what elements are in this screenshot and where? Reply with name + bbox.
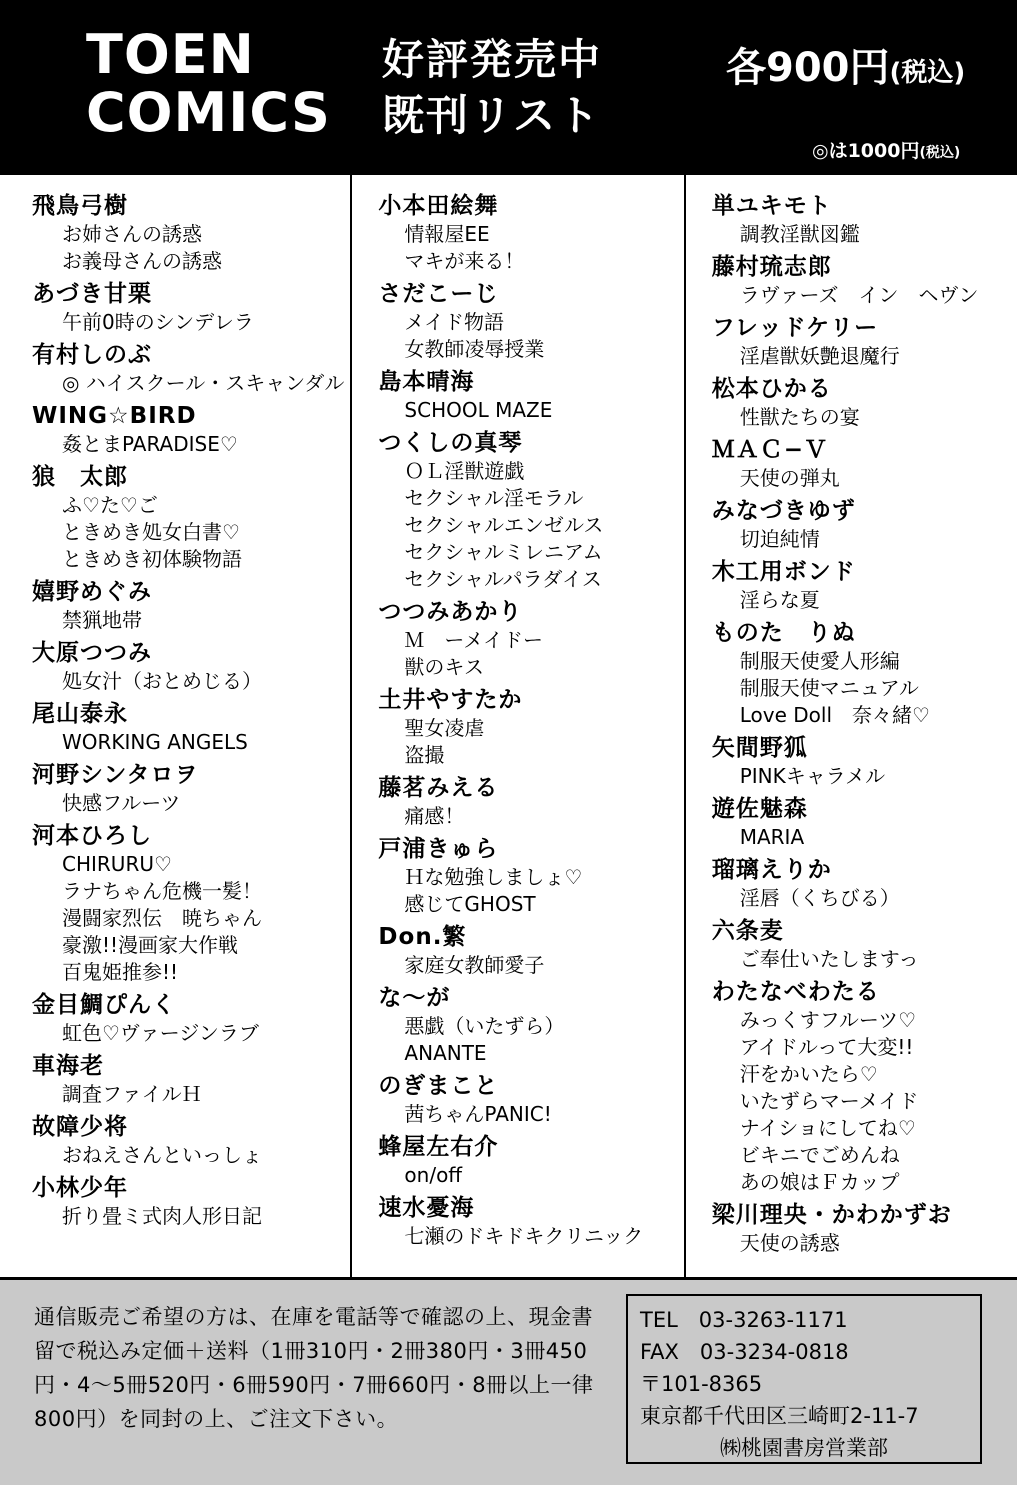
book-title: 調教淫獣図鑑 [739,222,860,246]
headline [382,32,602,144]
book-title: WORKING ANGELS [62,730,248,754]
fax: FAX 03-3234-0818 [640,1340,849,1364]
author-name: さだこーじ [378,281,499,307]
author-name: 嬉野めぐみ [32,579,152,605]
author-name: 藤村琉志郎 [711,254,832,280]
book-title: 感じてGHOST [404,892,536,916]
footer-panel [0,1280,1017,1485]
book-title: セクシャル淫モラル [404,486,584,510]
author-name: 河本ひろし [32,823,152,849]
author-name: ＭＡＣ−Ｖ [711,437,828,463]
book-title: 快感フルーツ [62,791,181,815]
price-exception-tax: (税込) [919,145,961,161]
book-title: マキが来る！ [404,249,525,273]
author-name: 瑠璃えりか [711,857,832,883]
book-title: お義母さんの誘惑 [62,249,222,273]
book-title: 処女汁（おとめじる） [62,669,262,693]
book-title: お姉さんの誘惑 [62,222,202,246]
author-name: フレッドケリー [711,315,879,341]
price-exception-note [812,136,960,163]
author-name: 金目鯛ぴんく [32,992,176,1018]
book-title: ＯＬ淫獣遊戯 [404,459,525,483]
book-title: 淫虐獣妖艶退魔行 [739,344,900,368]
author-name: WING☆BIRD [32,403,197,429]
book-title: ラヴァーズ イン ヘヴン [739,283,979,307]
book-title: MARIA [739,825,805,849]
book-title: あの娘はＦカップ [739,1170,900,1194]
author-name: 藤茗みえる [378,775,499,801]
book-title: みっくすフルーツ♡ [739,1008,917,1032]
author-name: 矢間野狐 [711,735,808,761]
catalog-list [0,172,1017,1280]
headline-line-1: 好評発売中 [382,35,603,84]
author-name: 島本晴海 [378,369,475,395]
book-title: 聖女凌虐 [404,716,485,740]
catalog-column-1 [0,175,350,1277]
logo-line-1: TOEN [86,23,255,86]
author-name: 戸浦きゅら [378,836,499,862]
book-title: いたずらマーメイド [739,1089,919,1113]
author-name: な〜が [378,985,451,1011]
book-title: 禁猟地帯 [62,608,142,632]
book-title: ナイショにしてね♡ [739,1116,916,1140]
book-title: 悪戯（いたずら） [404,1014,565,1038]
book-title: 情報屋EE [404,222,490,246]
book-title: 午前0時のシンデレラ [62,310,254,334]
mail-order-notice: 通信販売ご希望の方は、在庫を電話等で確認の上、現金書留で税込み定価＋送料（1冊310円・2冊380円・3冊450円・4〜5冊520円・6冊590円・7冊660円・8冊以上一律800円）を同封の上、ご注文下さい。 [34,1305,594,1431]
author-name: つくしの真琴 [378,430,523,456]
book-title: 汗をかいたら♡ [739,1062,878,1086]
book-title: 女教師凌辱授業 [404,337,545,361]
author-name: 遊佐魅森 [711,796,808,822]
author-name: 梁川理央・かわかずお [711,1202,952,1228]
book-title: 七瀬のドキドキクリニック [404,1224,644,1248]
book-title: ときめき初体験物語 [62,547,242,571]
book-title: 痛感！ [404,804,465,828]
author-name: ものた りぬ [711,620,856,646]
author-name: Don.繁 [378,924,467,950]
book-title: 家庭女教師愛子 [404,953,545,977]
book-title: ラナちゃん危機一髪！ [62,879,262,903]
book-title: 茜ちゃんPANIC! [404,1102,552,1126]
book-title: ご奉仕いたしますっ [739,947,919,971]
author-name: 単ユキモト [711,193,832,219]
book-title: 淫らな夏 [739,588,820,612]
author-name: のぎまこと [378,1073,499,1099]
price-exception-amount: ◎は1000円 [812,140,920,162]
book-title: on/off [404,1163,463,1187]
book-title: 淫唇（くちびる） [739,886,900,910]
book-title: PINKキャラメル [739,764,886,788]
book-title: メイド物語 [404,310,505,334]
author-name: つつみあかり [378,599,523,625]
author-name: 木工用ボンド [711,559,856,585]
price-label [726,36,965,93]
book-title: ビキニでごめんね [739,1143,900,1167]
author-name: 小林少年 [32,1175,128,1201]
postal-code: 〒101-8365 [640,1372,763,1396]
book-title: おねえさんといっしょ [62,1143,262,1167]
author-name: 松本ひかる [711,376,832,402]
author-name: 河野シンタロヲ [32,762,199,788]
book-title: 漫闘家烈伝 暁ちゃん [62,906,262,930]
address: 東京都千代田区三崎町2-11-7 [640,1404,919,1428]
book-title: アイドルって大変!! [739,1035,914,1059]
book-title: SCHOOL MAZE [404,398,553,422]
author-name: 故障少将 [32,1114,128,1140]
headline-line-2: 既刊リスト [382,91,602,140]
book-title: セクシャルパラダイス [404,567,602,591]
book-title: Ｈな勉強しましょ♡ [404,865,583,889]
author-name: 蜂屋左右介 [378,1134,499,1160]
book-title: Ｍ ーメイドー [404,628,544,652]
book-title: セクシャルミレニアム [404,540,603,564]
publisher-logo [86,23,331,144]
contact-box [626,1294,982,1464]
book-title: 姦とまPARADISE♡ [62,432,238,456]
book-title: 百鬼姫推参!! [62,960,179,984]
catalog-column-2 [350,175,683,1277]
book-title: 虹色♡ヴァージンラブ [62,1021,259,1045]
book-title: 性獣たちの宴 [739,405,860,429]
book-title: ◎ ハイスクール・スキャンダル [62,371,345,395]
book-title: 盗撮 [404,743,445,767]
catalog-column-3 [684,175,1017,1277]
company-name: ㈱桃園書房営業部 [720,1436,888,1460]
book-title: セクシャルエンゼルス [404,513,604,537]
price-tax-note: (税込) [889,58,966,88]
price-amount: 各900円 [726,45,890,91]
book-title: 切迫純情 [739,527,820,551]
author-name: わたなべわたる [711,979,880,1005]
author-name: 大原つつみ [32,640,152,666]
book-title: 折り畳ミ式肉人形日記 [62,1204,262,1228]
book-title: 天使の誘惑 [739,1231,840,1255]
book-title: 制服天使愛人形編 [739,649,900,673]
book-title: ふ♡た♡ご [62,493,158,517]
book-title: 豪激!!漫画家大作戦 [62,933,239,957]
book-title: CHIRURU♡ [62,852,172,876]
author-name: 車海老 [32,1053,104,1079]
book-title: Love Doll 奈々緒♡ [739,703,930,727]
author-name: 小本田絵舞 [378,193,499,219]
author-name: 土井やすたか [378,687,523,713]
author-name: あづき甘栗 [32,281,152,307]
author-name: みなづきゆず [711,498,856,524]
author-name: 有村しのぶ [32,342,152,368]
telephone: TEL 03-3263-1171 [640,1308,848,1332]
logo-line-2: COMICS [86,81,331,144]
book-title: 天使の弾丸 [739,466,840,490]
author-name: 尾山泰永 [32,701,128,727]
book-title: 獣のキス [404,655,485,679]
book-title: 調査ファイルＨ [62,1082,202,1106]
author-name: 狼 太郎 [32,464,128,490]
author-name: 六条麦 [711,918,784,944]
author-name: 飛鳥弓樹 [32,193,128,219]
author-name: 速水憂海 [378,1195,475,1221]
book-title: 制服天使マニュアル [739,676,919,700]
header-banner [0,0,1017,172]
book-title: ときめき処女白書♡ [62,520,240,544]
book-title: ANANTE [404,1041,487,1065]
